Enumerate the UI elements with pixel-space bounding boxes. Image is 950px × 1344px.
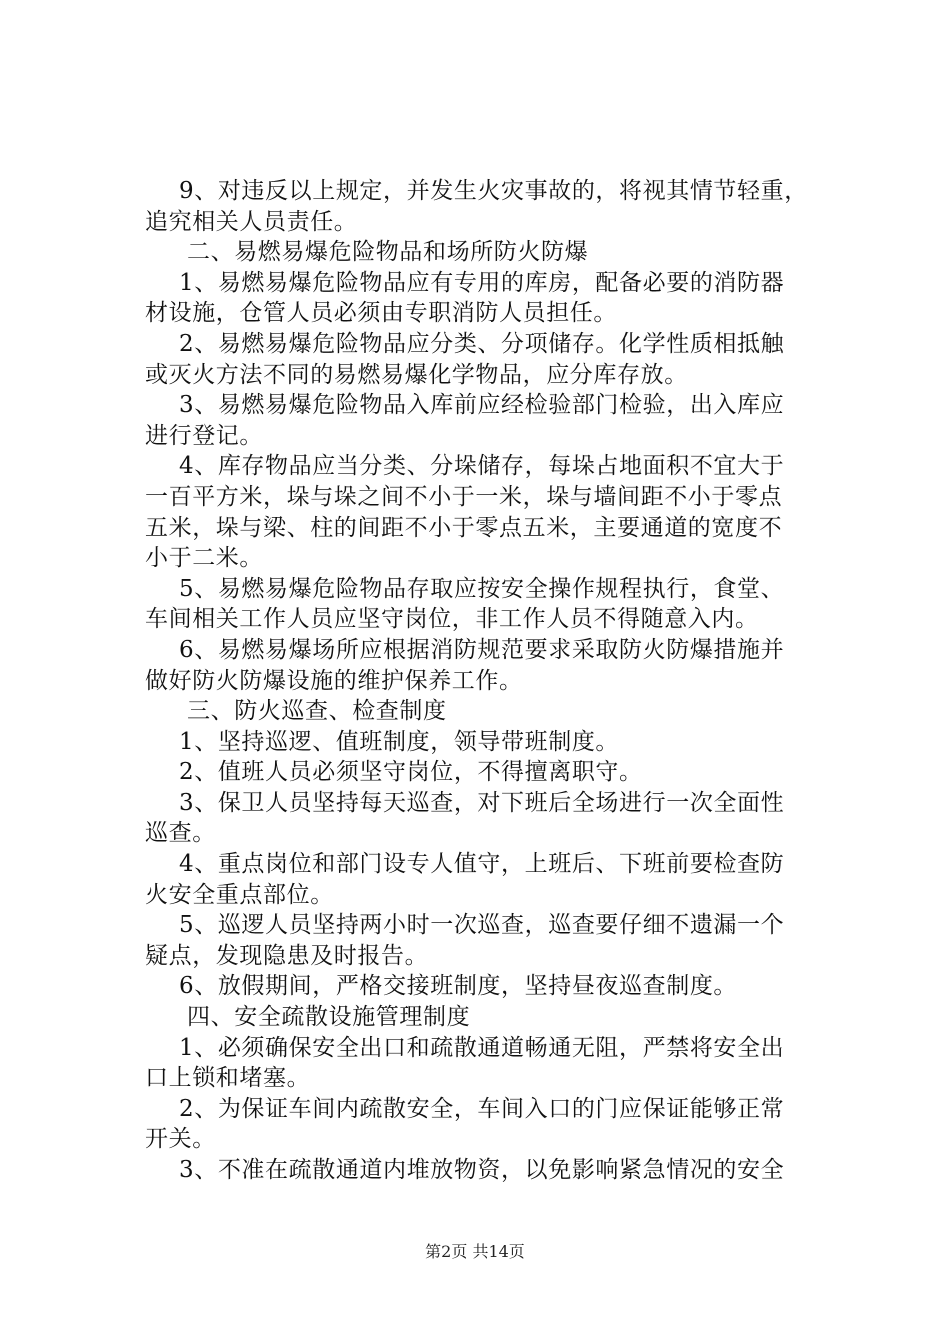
section-heading: 二、易燃易爆危险物品和场所防火防爆 (187, 239, 589, 266)
text-line: 口上锁和堵塞。 (145, 1065, 311, 1092)
text-line: 3、保卫人员坚持每天巡查，对下班后全场进行一次全面性 (179, 789, 785, 816)
text-line: 3、不准在疏散通道内堆放物资，以免影响紧急情况的安全 (179, 1157, 785, 1183)
text-line: 或灭火方法不同的易燃易爆化学物品，应分库存放。 (145, 361, 688, 388)
text-line: 5、巡逻人员坚持两小时一次巡查，巡查要仔细不遗漏一个 (179, 912, 785, 939)
text-line: 五米，垛与梁、柱的间距不小于零点五米，主要通道的宽度不 (145, 514, 783, 541)
text-line: 火安全重点部位。 (145, 881, 334, 908)
text-line: 进行登记。 (145, 422, 263, 449)
text-line: 做好防火防爆设施的维护保养工作。 (145, 667, 523, 694)
text-line: 2、易燃易爆危险物品应分类、分项储存。化学性质相抵触 (179, 330, 785, 357)
text-line: 5、易燃易爆危险物品存取应按安全操作规程执行，食堂、 (179, 575, 785, 602)
text-line: 1、必须确保安全出口和疏散通道畅通无阻，严禁将安全出 (179, 1034, 785, 1061)
text-line: 巡查。 (145, 820, 216, 847)
text-line: 1、易燃易爆危险物品应有专用的库房，配备必要的消防器 (179, 269, 785, 296)
document-body (145, 176, 830, 1186)
page-footer (0, 1242, 950, 1262)
text-line: 9、对违反以上规定，并发生火灾事故的，将视其情节轻重， (179, 178, 808, 204)
text-line: 6、易燃易爆场所应根据消防规范要求采取防火防爆措施并 (179, 636, 785, 663)
text-line: 1、坚持巡逻、值班制度，领导带班制度。 (179, 728, 620, 755)
text-line: 2、值班人员必须坚守岗位，不得擅离职守。 (179, 759, 643, 786)
text-line: 追究相关人员责任。 (145, 208, 358, 235)
text-line: 3、易燃易爆危险物品入库前应经检验部门检验，出入库应 (179, 392, 785, 419)
text-line: 一百平方米，垛与垛之间不小于一米，垛与墙间距不小于零点 (145, 483, 783, 510)
text-line: 车间相关工作人员应坚守岗位，非工作人员不得随意入内。 (145, 606, 759, 633)
text-line: 开关。 (145, 1126, 216, 1153)
text-line: 2、为保证车间内疏散安全，车间入口的门应保证能够正常 (179, 1095, 785, 1122)
text-line: 6、放假期间，严格交接班制度，坚持昼夜巡查制度。 (179, 973, 738, 1000)
text-line: 小于二米。 (145, 545, 263, 572)
text-line: 4、库存物品应当分类、分垛储存，每垛占地面积不宜大于 (179, 453, 785, 480)
text-line: 材设施，仓管人员必须由专职消防人员担任。 (145, 300, 617, 327)
page-number: 第2页 共14页 (425, 1242, 525, 1261)
text-line: 4、重点岗位和部门设专人值守，上班后、下班前要检查防 (179, 851, 785, 878)
text-line: 疑点，发现隐患及时报告。 (145, 942, 429, 969)
section-heading: 三、防火巡查、检查制度 (187, 698, 447, 725)
section-heading: 四、安全疏散设施管理制度 (187, 1004, 471, 1031)
